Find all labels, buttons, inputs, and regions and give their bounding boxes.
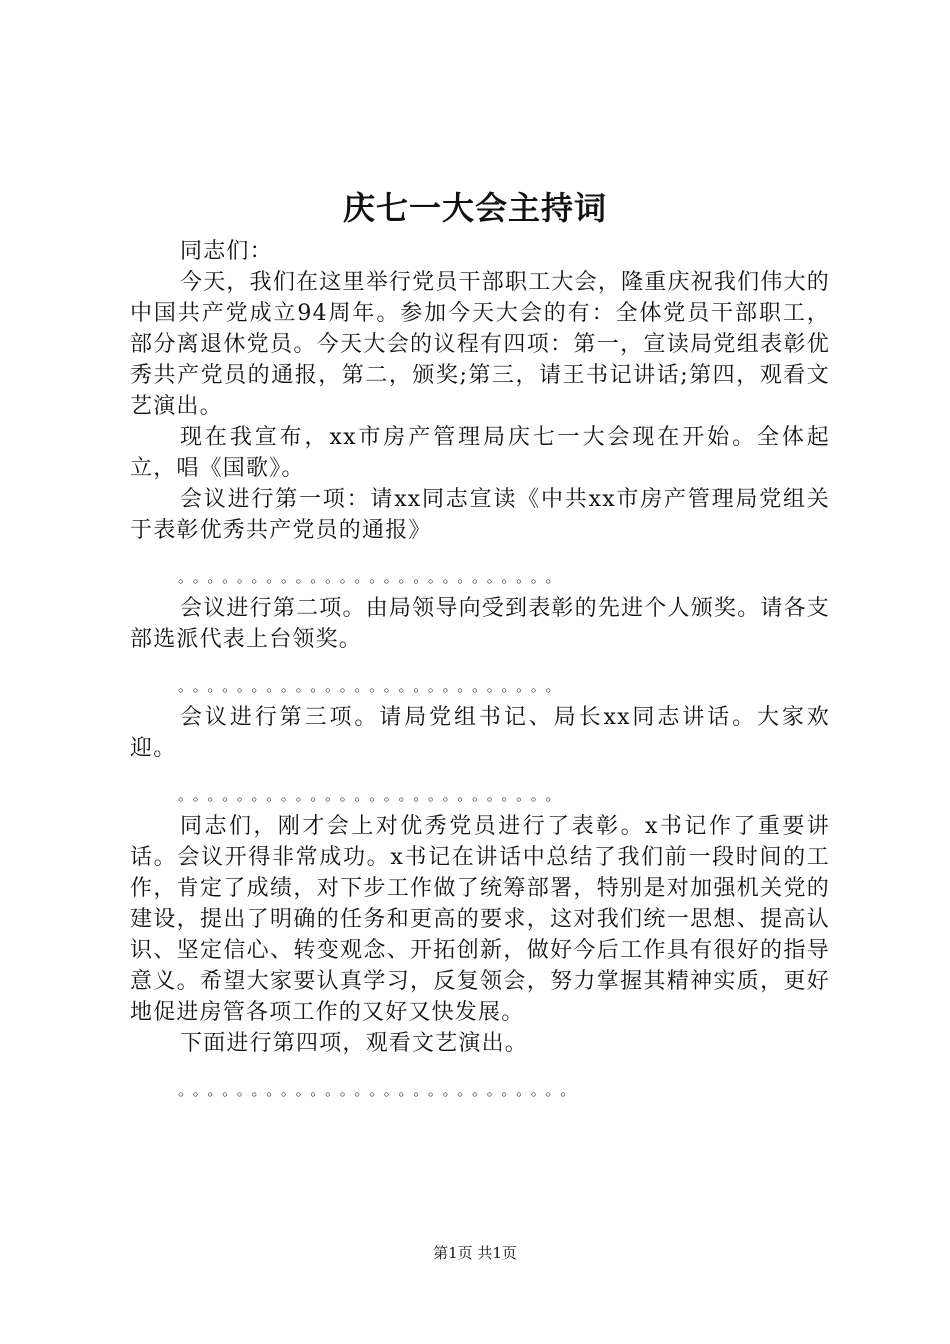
ellipsis-separator: 。。。。。。。。。。。。。。。。。。。。。。。。。。。 — [178, 1081, 583, 1099]
salutation: 同志们： — [180, 239, 273, 264]
agenda-item-1: 会议进行第一项：请xx同志宣读《中共xx市房产管理局党组关于表彰优秀共产党员的通报》 — [130, 487, 830, 543]
ellipsis-separator: 。。。。。。。。。。。。。。。。。。。。。。。。。。 — [178, 677, 568, 695]
agenda-item-4: 下面进行第四项，观看文艺演出。 — [180, 1031, 529, 1056]
document-body — [130, 236, 830, 1106]
page-footer: 第1页 共1页 — [433, 1244, 517, 1262]
summary-paragraph: 同志们，刚才会上对优秀党员进行了表彰。x书记作了重要讲话。会议开得非常成功。x书记在讲话中总结了我们前一段时间的工作，肯定了成绩，对下步工作做了统筹部署，特别是对加强机关党的建设，提出了明确的任务和更高的要求，这对我们统一思想、提高认识、坚定信心、转变观念、开拓创新，做好今后工作具有很好的指导意义。希望大家要认真学习，反复领会，努力掌握其精神实质，更好地促进房管各项工作的又好又快发展。 — [130, 814, 830, 1025]
agenda-item-2: 会议进行第二项。由局领导向受到表彰的先进个人颁奖。请各支部选派代表上台领奖。 — [130, 596, 830, 652]
ellipsis-separator: 。。。。。。。。。。。。。。。。。。。。。。。。。。 — [178, 786, 568, 804]
agenda-item-3: 会议进行第三项。请局党组书记、局长xx同志讲话。大家欢迎。 — [130, 705, 830, 761]
opening-paragraph: 今天，我们在这里举行党员干部职工大会，隆重庆祝我们伟大的中国共产党成立94周年。参加今天大会的有：全体党员干部职工，部分离退休党员。今天大会的议程有四项：第一，宣读局党组表彰优秀共产党员的通报，第二，颁奖;第三，请王书记讲话;第四，观看文艺演出。 — [130, 270, 830, 419]
ellipsis-separator: 。。。。。。。。。。。。。。。。。。。。。。。。。。 — [178, 568, 568, 586]
announcement-paragraph: 现在我宣布，xx市房产管理局庆七一大会现在开始。全体起立，唱《国歌》。 — [130, 425, 830, 481]
document-title: 庆七一大会主持词 — [342, 189, 607, 227]
